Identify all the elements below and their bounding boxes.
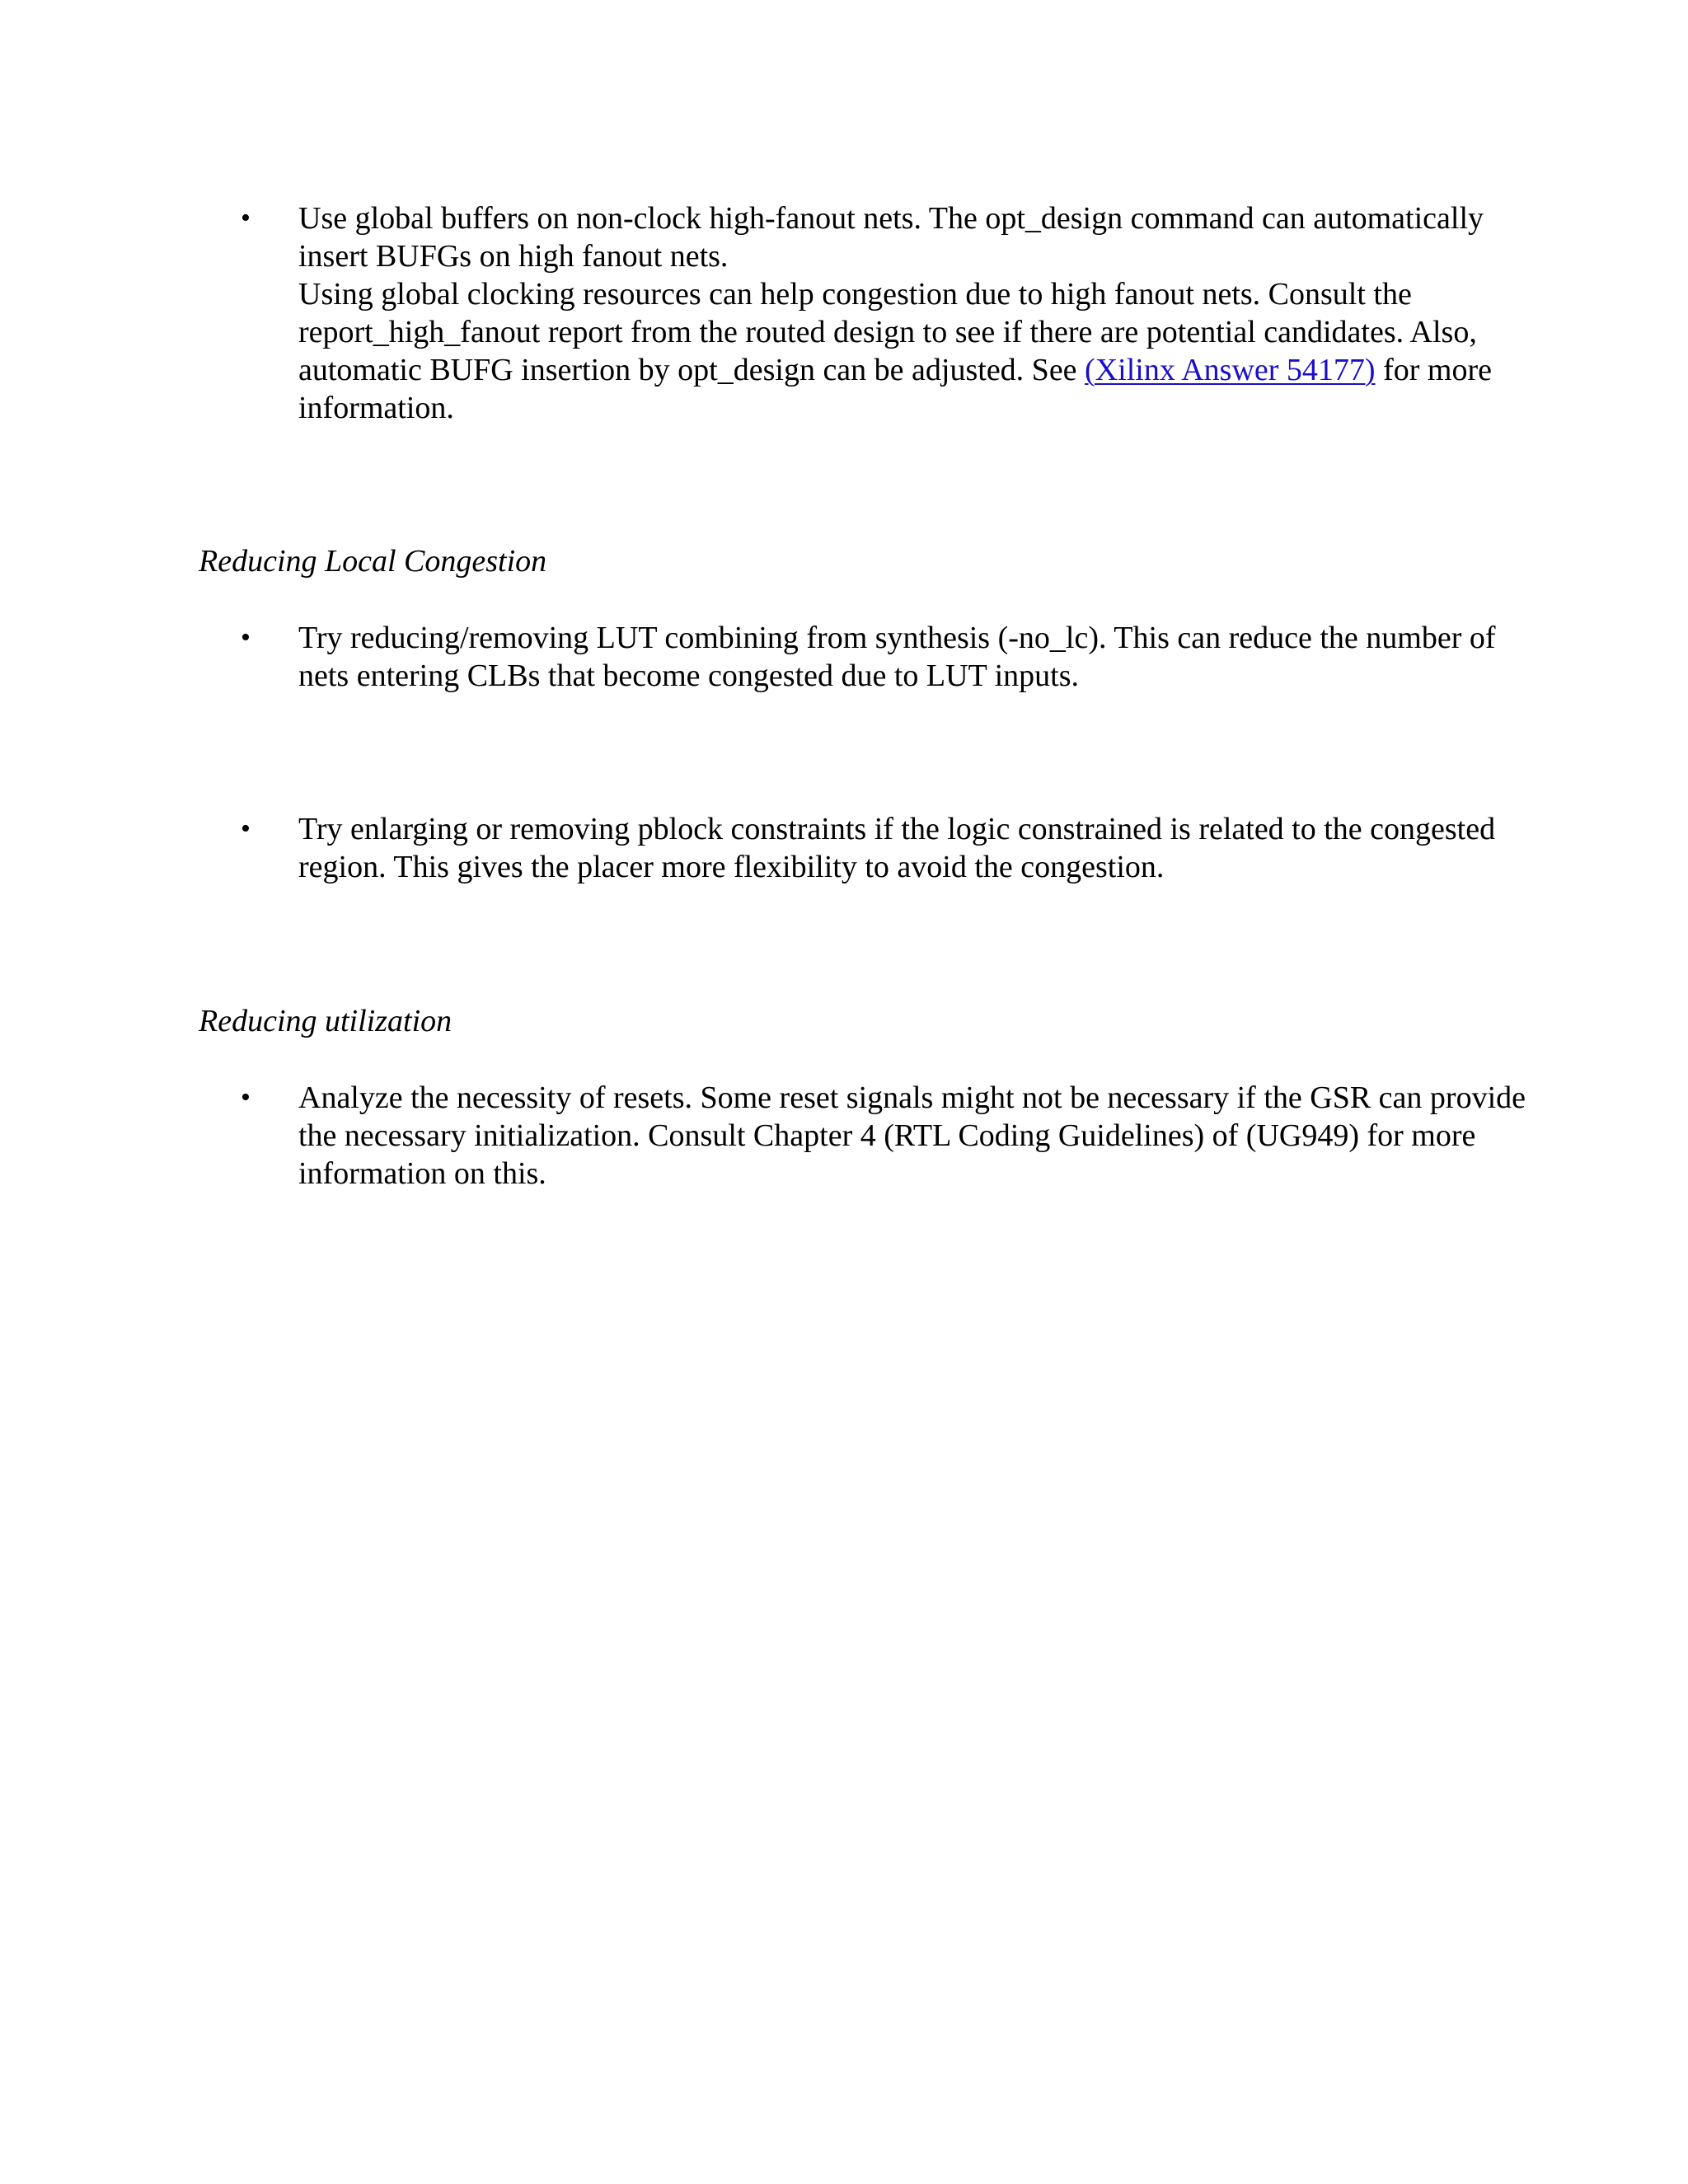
list-item-text: Analyze the necessity of resets. Some reset signals might not be necessary if the GSR can provide the necessary initialization. Consult Chapter 4 (RTL Coding Guidelines) of (UG949) for more information on this. xyxy=(298,1080,1526,1191)
list-item-text: Try reducing/removing LUT combining from synthesis (-no_lc). This can reduce the number of nets entering CLBs that become congested due to LUT inputs. xyxy=(298,621,1496,693)
xilinx-answer-link[interactable]: (Xilinx Answer 54177) xyxy=(1085,353,1376,387)
list-item-text: Try enlarging or removing pblock constraints if the logic constrained is related to the congested region. This gives the placer more flexibility to avoid the congestion. xyxy=(298,812,1496,884)
paragraph-global-clocking xyxy=(298,275,1551,427)
bullet-icon: • xyxy=(241,813,251,844)
paragraph-global-buffers: Use global buffers on non-clock high-fanout nets. The opt_design command can automatically insert BUFGs on high fanout nets. xyxy=(298,201,1484,274)
bullet-icon: • xyxy=(241,622,251,653)
bullet-icon: • xyxy=(241,203,251,233)
paragraph-text-end: for more information. xyxy=(298,353,1492,425)
list-item-text xyxy=(298,199,1551,427)
section-heading-local-congestion: Reducing Local Congestion xyxy=(199,544,547,579)
section-heading-utilization: Reducing utilization xyxy=(199,1004,452,1038)
bullet-icon: • xyxy=(241,1082,251,1113)
paragraph-text: Using global clocking resources can help congestion due to high fanout nets. Consult the report_high_fanout report from the routed design to see if there are potential candidates. Also, automatic BUFG insertion by opt_design can be adjusted. See xyxy=(298,277,1477,387)
